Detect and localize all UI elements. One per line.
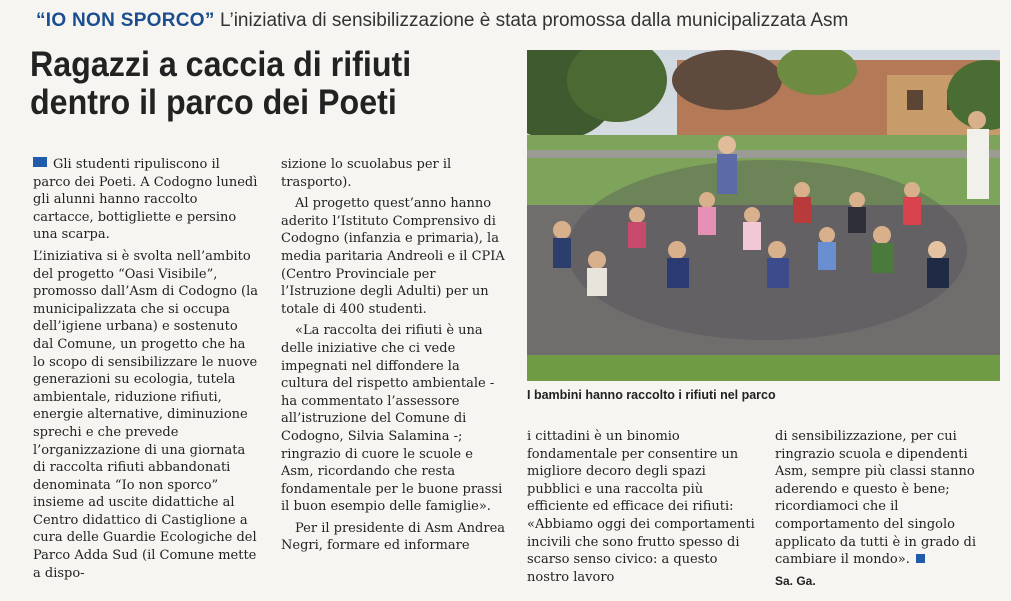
col4-text: di sensibilizzazione, per cui ringrazio scuola e dipendenti Asm, sempre più classi stanno aderendo e questo è bene; ricordiamoci che il comportamento del singolo applicato da tutti è in grado di cambiare il mondo». [775,429,976,568]
col1-paragraph-1: Gli studenti ripuliscono il parco dei Poeti. A Codogno lunedì gli alunni hanno raccolto cartacce, bottigliette e persino una scarpa. [33,157,258,243]
photo-caption: I bambini hanno raccolto i rifiuti nel parco [527,388,776,402]
author-signature: Sa. Ga. [775,573,816,588]
article-column-2 [281,156,509,559]
children-in-park-image [527,50,1000,381]
end-mark-icon [916,554,925,563]
col2-paragraph-2: Al progetto quest’anno hanno aderito l’Istituto Comprensivo di Codogno (infanzia e primaria), la media paritaria Andreoli e il CPIA (Centro Provinciale per l’Istruzione degli Adulti) per un totale di 400 studenti. [281,196,505,317]
headline-line-1: Ragazzi a caccia di rifiuti [30,45,412,84]
col2-paragraph-4: Per il presidente di Asm Andrea Negri, formare ed informare [281,520,506,554]
col3-paragraph-1: i cittadini è un binomio fondamentale per consentire un migliore decoro degli spazi pubblici e una raccolta più efficiente ed efficace dei rifiuti: «Abbiamo oggi dei comportamenti incivili che sono frutto spesso di scarso senso civico: a questo nostro lavoro [527,429,755,585]
article-column-3 [527,428,755,590]
kicker [36,10,996,32]
article-photo [527,50,1000,381]
kicker-text: L’iniziativa di sensibilizzazione è stata promossa dalla municipalizzata Asm [219,10,849,31]
col4-paragraph-1 [775,428,1001,569]
headline [30,46,472,122]
article-column-1 [33,156,259,586]
col2-paragraph-3: «La raccolta dei rifiuti è una delle iniziative che ci vede impegnati nel diffondere la cultura del rispetto ambientale - ha commentato l’assessore all’istruzione del Comune di Codogno, Silvia Salamina -; ringrazio di cuore le scuole e Asm, ricordando che resta fondamentale per le buone prassi il buon esempio delle famiglie». [281,323,503,515]
kicker-label: “IO NON SPORCO” [36,10,215,31]
col1-paragraph-2: L’iniziativa si è svolta nell’ambito del progetto “Oasi Visibile”, promosso dall’Asm di Codogno (la municipalizzata che si occupa dell’igiene urbana) e sostenuto dal Comune, un progetto che ha lo scopo di sensibilizzare le nuove generazioni su ecologia, tutela ambientale, riduzione rifiuti, energie alternative, diminuzione sprechi e che prevede l’organizzazione di una giornata di raccolta rifiuti abbandonati denominata “Io non sporco” insieme ad uscite didattiche al Centro didattico di Castiglione a cura delle Guardie Ecologiche del Parco Adda Sud (il Comune mette a dispo- [33,248,259,581]
article-column-4 [775,428,1001,590]
headline-line-2: dentro il parco dei Poeti [30,83,397,122]
lead-bullet-icon [33,157,47,167]
lead-paragraph [33,156,259,244]
col2-paragraph-1: sizione lo scuolabus per il trasporto). [281,157,452,190]
